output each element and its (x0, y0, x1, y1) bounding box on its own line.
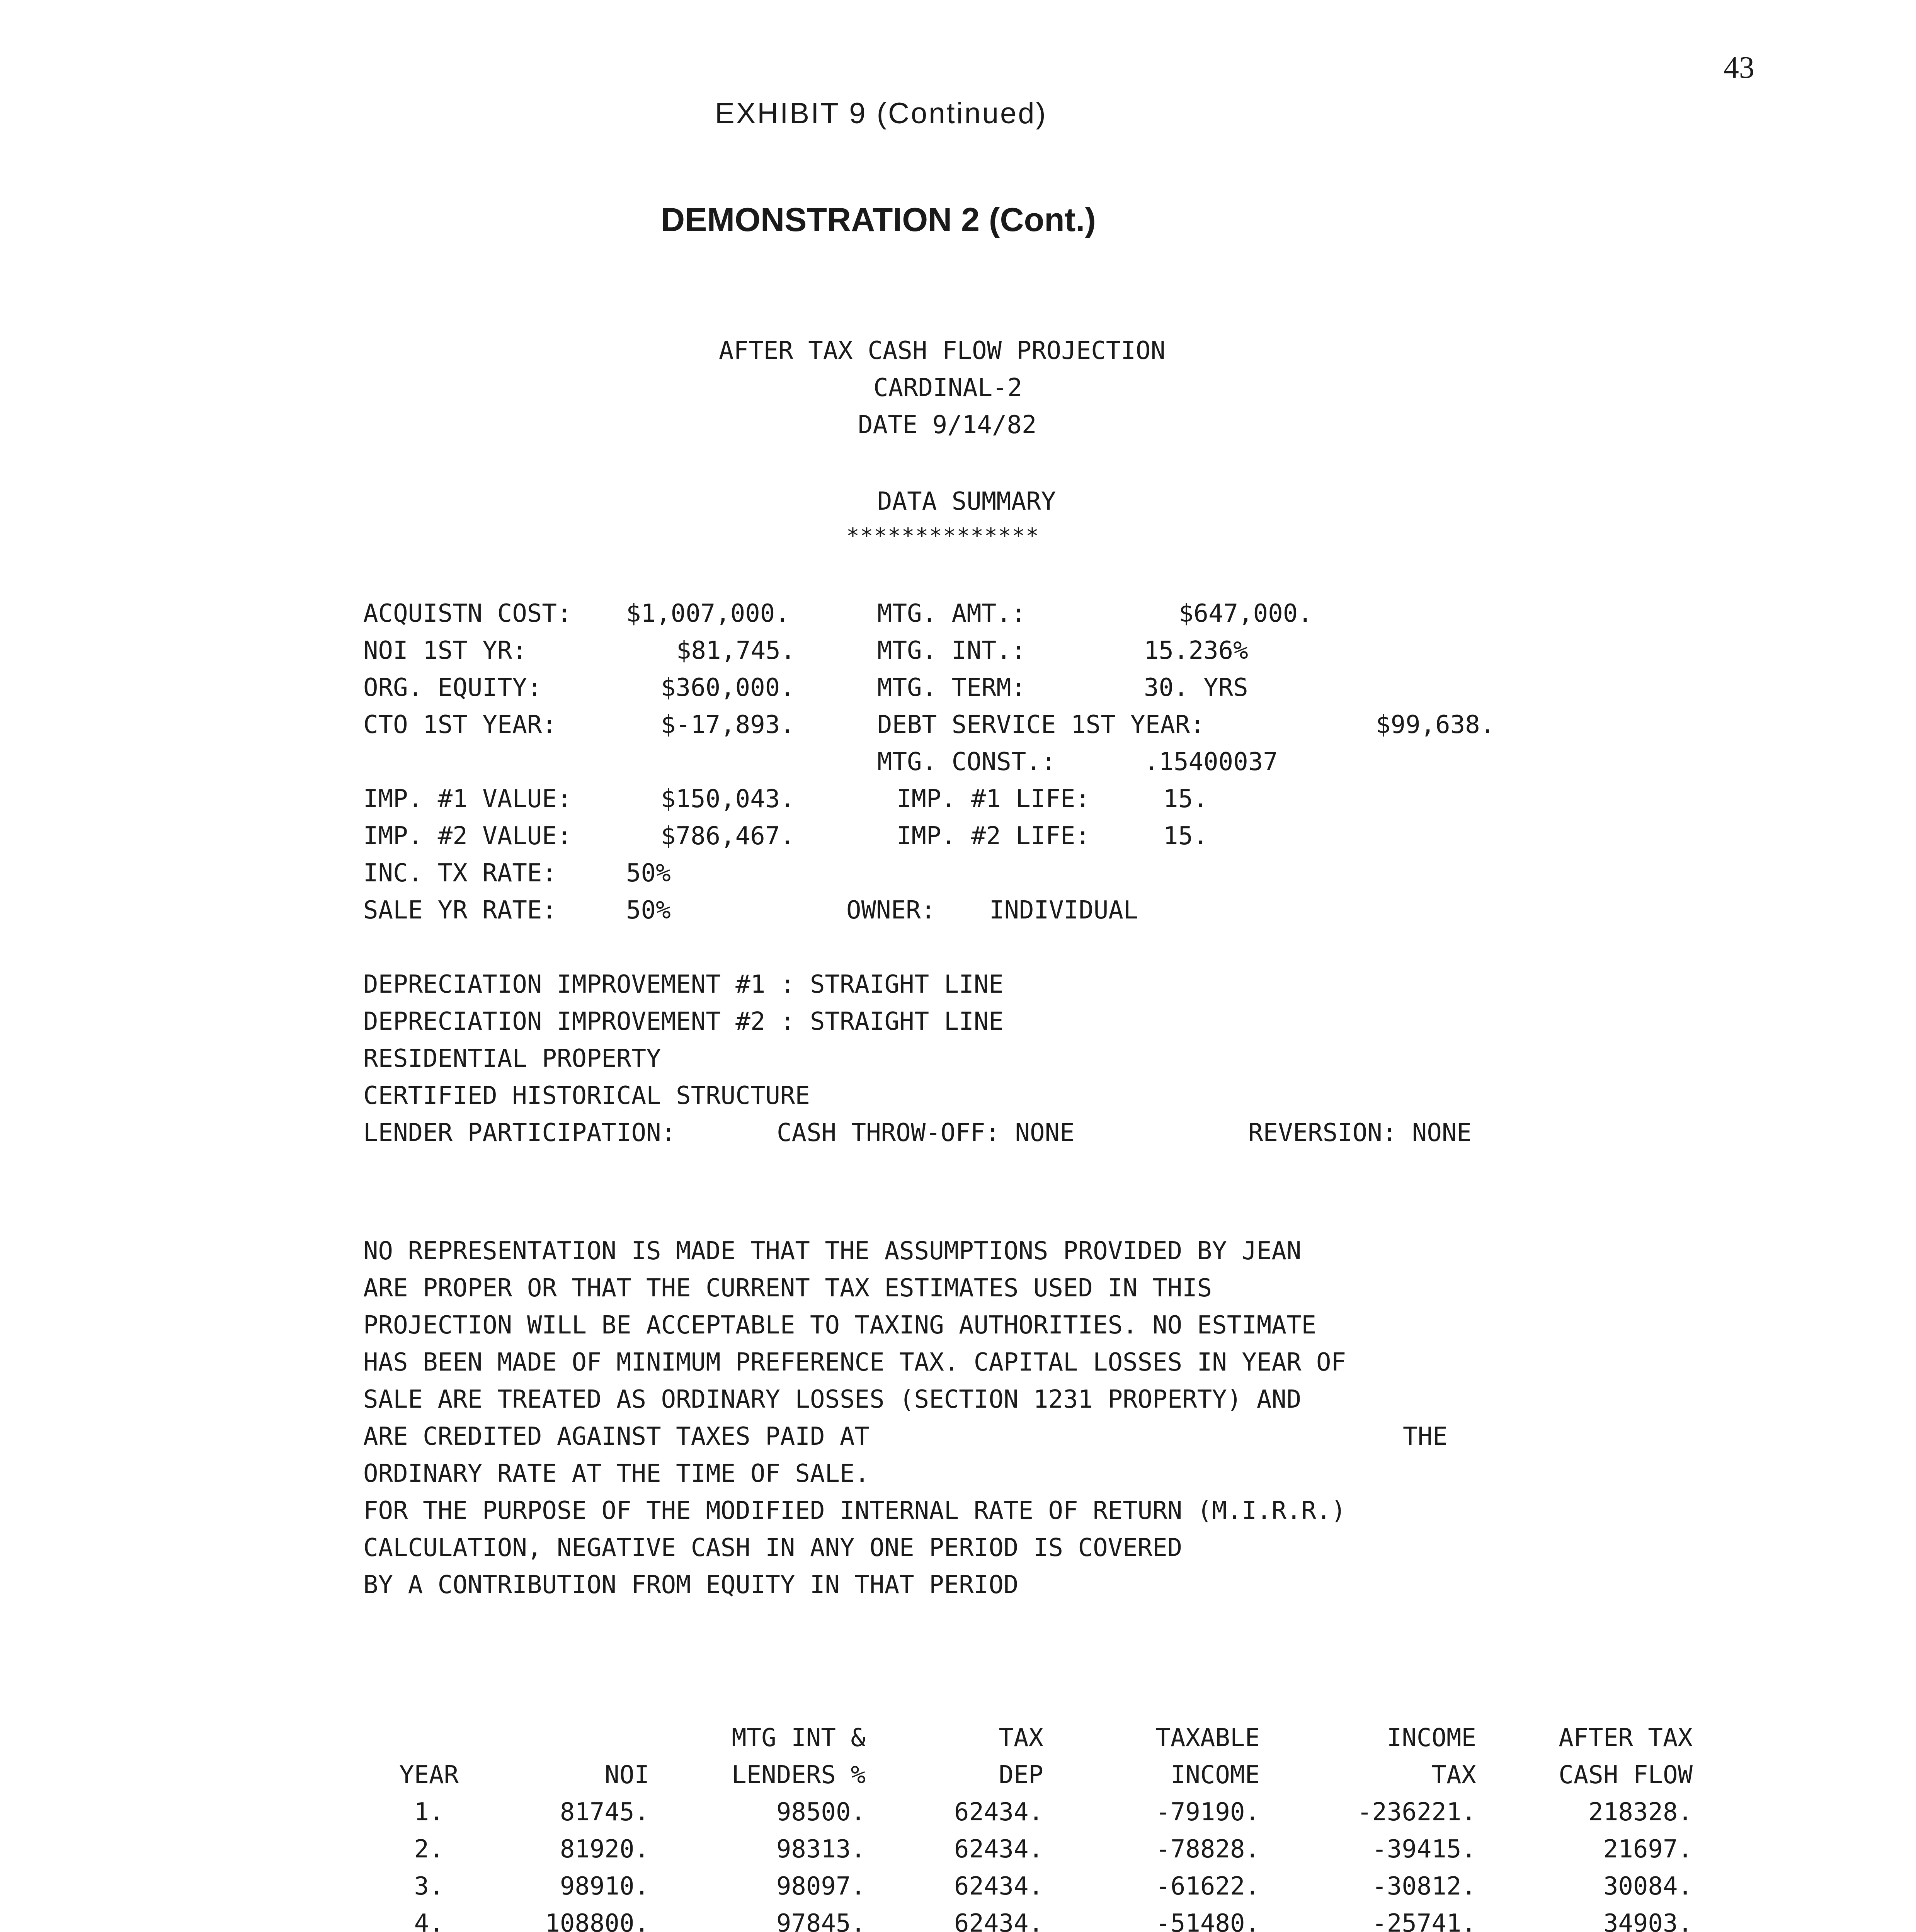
table-header-row-bottom (371, 1757, 1693, 1794)
column-header: TAX (999, 1724, 1043, 1752)
table-cell: 30084. (1603, 1872, 1693, 1901)
table-cell: -25741. (1372, 1909, 1476, 1932)
org-equity-label: ORG. EQUITY: (363, 673, 542, 702)
column-header: TAXABLE (1155, 1724, 1260, 1752)
imp1-life-label: IMP. #1 LIFE: (897, 785, 1090, 813)
column-header: MTG INT & (732, 1724, 866, 1752)
mortgage-constant-label: MTG. CONST.: (877, 748, 1056, 776)
disclaimer-line: HAS BEEN MADE OF MINIMUM PREFERENCE TAX. CAPITAL LOSSES IN YEAR OF (363, 1348, 1346, 1377)
sale-year-rate-label: SALE YR RATE: (363, 896, 557, 925)
table-row (371, 1794, 1693, 1831)
table-row (371, 1868, 1693, 1905)
income-tax-rate-label: INC. TX RATE: (363, 859, 557, 888)
table-cell: 62434. (954, 1798, 1043, 1827)
noi-first-year-label: NOI 1ST YR: (363, 636, 527, 665)
page-number: 43 (1724, 51, 1754, 85)
noi-first-year-value: $81,745. (676, 636, 796, 665)
column-header: YEAR (399, 1761, 459, 1789)
table-cell: 98313. (776, 1835, 866, 1864)
column-header: INCOME (1387, 1724, 1476, 1752)
column-header: NOI (604, 1761, 649, 1789)
table-cell: 2. (414, 1835, 444, 1864)
reversion: REVERSION: NONE (1248, 1119, 1472, 1147)
table-cell: 98097. (776, 1872, 866, 1901)
cto-first-year-value: $-17,893. (661, 711, 795, 739)
column-header: CASH FLOW (1559, 1761, 1693, 1789)
column-header: AFTER TAX (1559, 1724, 1693, 1752)
org-equity-value: $360,000. (661, 673, 795, 702)
column-header: TAX (1431, 1761, 1476, 1789)
table-cell: -30812. (1372, 1872, 1476, 1901)
table-cell: -61622. (1155, 1872, 1260, 1901)
table-cell: 4. (414, 1909, 444, 1932)
column-header (371, 1719, 487, 1757)
mortgage-interest-label: MTG. INT.: (877, 636, 1026, 665)
table-cell: 81745. (560, 1798, 649, 1827)
imp2-life-label: IMP. #2 LIFE: (897, 822, 1090, 850)
disclaimer-line: NO REPRESENTATION IS MADE THAT THE ASSUMPTIONS PROVIDED BY JEAN (363, 1237, 1302, 1265)
table-cell: 97845. (776, 1909, 866, 1932)
report-title: AFTER TAX CASH FLOW PROJECTION (719, 337, 1166, 365)
table-header-row-top (371, 1719, 1693, 1757)
cash-throw-off: CASH THROW-OFF: NONE (777, 1119, 1075, 1147)
table-row (371, 1831, 1693, 1868)
lender-participation-label: LENDER PARTICIPATION: (363, 1119, 676, 1147)
summary-stars: ************** (846, 524, 1040, 549)
disclaimer-line: FOR THE PURPOSE OF THE MODIFIED INTERNAL RATE OF RETURN (M.I.R.R.) (363, 1497, 1346, 1525)
disclaimer-line: BY A CONTRIBUTION FROM EQUITY IN THAT PERIOD (363, 1571, 1019, 1599)
owner-value: INDIVIDUAL (989, 896, 1138, 925)
disclaimer-line: CALCULATION, NEGATIVE CASH IN ANY ONE PERIOD IS COVERED (363, 1534, 1183, 1562)
historical-structure: CERTIFIED HISTORICAL STRUCTURE (363, 1082, 810, 1110)
disclaimer-line: SALE ARE TREATED AS ORDINARY LOSSES (SECTION 1231 PROPERTY) AND (363, 1385, 1302, 1414)
sale-year-rate-value: 50% (626, 896, 671, 925)
mortgage-interest-value: 15.236% (1144, 636, 1248, 665)
table-cell: 62434. (954, 1909, 1043, 1932)
imp1-life-value: 15. (1163, 785, 1208, 813)
cto-first-year-label: CTO 1ST YEAR: (363, 711, 557, 739)
imp2-value-label: IMP. #2 VALUE: (363, 822, 572, 850)
mortgage-amount-value: $647,000. (1179, 599, 1313, 628)
owner-label: OWNER: (846, 896, 936, 925)
exhibit-heading: EXHIBIT 9 (Continued) (715, 97, 1047, 130)
debt-service-label: DEBT SERVICE 1ST YEAR: (877, 711, 1205, 739)
income-tax-rate-value: 50% (626, 859, 671, 888)
table-cell: -79190. (1155, 1798, 1260, 1827)
property-type: RESIDENTIAL PROPERTY (363, 1044, 661, 1073)
table-row (371, 1905, 1693, 1932)
table-cell: -39415. (1372, 1835, 1476, 1864)
table-cell: 62434. (954, 1835, 1043, 1864)
mortgage-amount-label: MTG. AMT.: (877, 599, 1026, 628)
disclaimer-line: ARE CREDITED AGAINST TAXES PAID AT (363, 1422, 870, 1451)
disclaimer-line: PROJECTION WILL BE ACCEPTABLE TO TAXING AUTHORITIES. NO ESTIMATE (363, 1311, 1316, 1340)
disclaimer-line-end: THE (1403, 1422, 1448, 1451)
imp2-value: $786,467. (661, 822, 795, 850)
table-cell: -51480. (1155, 1909, 1260, 1932)
imp1-value-label: IMP. #1 VALUE: (363, 785, 572, 813)
disclaimer-line: ORDINARY RATE AT THE TIME OF SALE. (363, 1459, 870, 1488)
acquisition-cost-value: $1,007,000. (626, 599, 790, 628)
column-header (487, 1719, 649, 1757)
demonstration-heading: DEMONSTRATION 2 (Cont.) (661, 201, 1096, 238)
table-cell: 21697. (1603, 1835, 1693, 1864)
column-header: LENDERS % (732, 1761, 866, 1789)
disclaimer-line: ARE PROPER OR THAT THE CURRENT TAX ESTIMATES USED IN THIS (363, 1274, 1212, 1303)
column-header: INCOME (1170, 1761, 1260, 1789)
report-name: CARDINAL-2 (873, 374, 1023, 402)
summary-title: DATA SUMMARY (877, 487, 1056, 516)
depreciation-note-2: DEPRECIATION IMPROVEMENT #2 : STRAIGHT LINE (363, 1007, 1004, 1036)
mortgage-constant-value: .15400037 (1144, 748, 1278, 776)
table-cell: 98910. (560, 1872, 649, 1901)
table-cell: 34903. (1603, 1909, 1693, 1932)
table-cell: 218328. (1588, 1798, 1693, 1827)
debt-service-value: $99,638. (1376, 711, 1495, 739)
table-cell: 108800. (545, 1909, 649, 1932)
table-cell: -78828. (1155, 1835, 1260, 1864)
imp1-value: $150,043. (661, 785, 795, 813)
table-cell: 98500. (776, 1798, 866, 1827)
report-date: DATE 9/14/82 (858, 411, 1037, 439)
table-cell: 1. (414, 1798, 444, 1827)
table-cell: 3. (414, 1872, 444, 1901)
table-cell: 62434. (954, 1872, 1043, 1901)
cash-flow-table (371, 1719, 1693, 1932)
mortgage-term-value: 30. YRS (1144, 673, 1248, 702)
acquisition-cost-label: ACQUISTN COST: (363, 599, 572, 628)
depreciation-note-1: DEPRECIATION IMPROVEMENT #1 : STRAIGHT LINE (363, 970, 1004, 999)
imp2-life-value: 15. (1163, 822, 1208, 850)
column-header: DEP (999, 1761, 1043, 1789)
table-cell: -236221. (1357, 1798, 1476, 1827)
table-cell: 81920. (560, 1835, 649, 1864)
mortgage-term-label: MTG. TERM: (877, 673, 1026, 702)
